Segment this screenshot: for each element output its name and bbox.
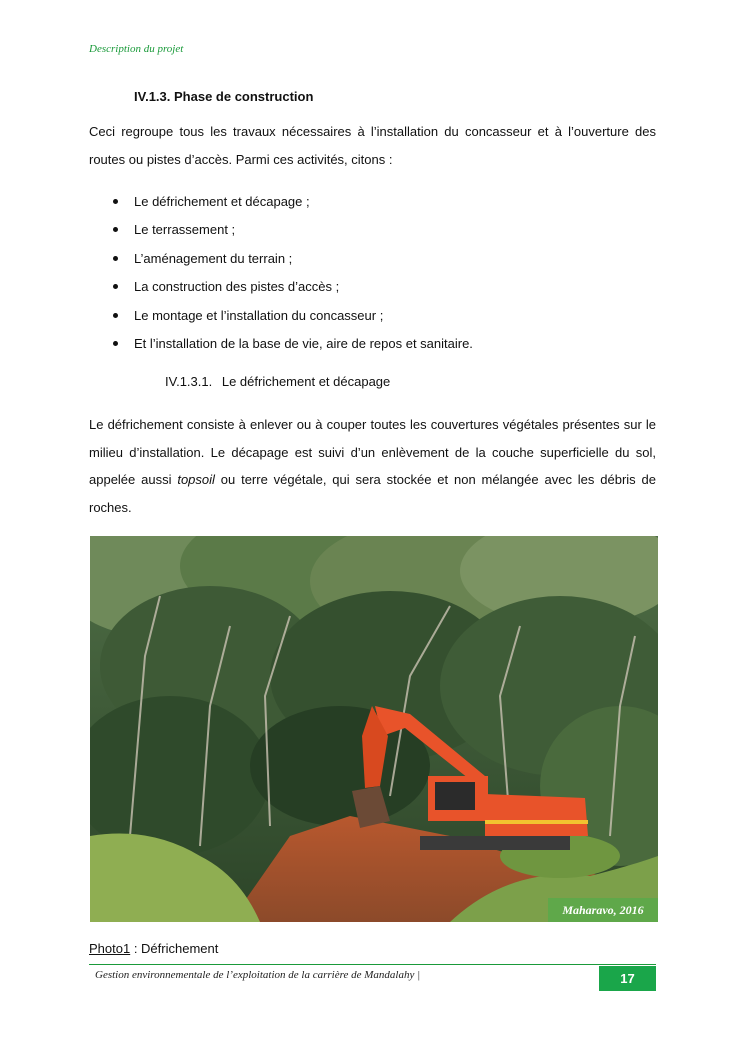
excavator-forest-image (90, 536, 658, 922)
topsoil-term: topsoil (177, 472, 215, 487)
list-item: La construction des pistes d’accès ; (89, 273, 656, 301)
list-item: Et l’installation de la base de vie, aire de repos et sanitaire. (89, 330, 656, 358)
caption-label: Photo1 (89, 941, 131, 956)
activities-list (89, 188, 656, 358)
page-number: 17 (599, 966, 656, 991)
subsection-heading (165, 374, 390, 389)
photo-caption: Photo1 : Défrichement (89, 941, 219, 956)
clearing-photo (90, 536, 658, 922)
bullet-icon (113, 227, 118, 232)
bullet-icon (113, 313, 118, 318)
bullet-icon (113, 341, 118, 346)
photo-credit: Maharavo, 2016 (548, 898, 658, 922)
footer-divider (89, 964, 656, 965)
list-item: L’aménagement du terrain ; (89, 245, 656, 273)
subsection-title: Le défrichement et décapage (221, 374, 391, 389)
footer-text: Gestion environnementale de l’exploitation de la carrière de Mandalahy | (95, 969, 421, 981)
intro-paragraph: Ceci regroupe tous les travaux nécessaires à l’installation du concasseur et à l’ouverture des routes ou pistes d’accès. Parmi ces activités, citons : (89, 124, 656, 167)
subsection-number: IV.1.3.1. (165, 374, 213, 389)
bullet-icon (113, 199, 118, 204)
bullet-icon (113, 256, 118, 261)
list-item: Le défrichement et décapage ; (89, 188, 656, 216)
list-item: Le terrassement ; (89, 216, 656, 244)
running-header: Description du projet (89, 43, 184, 55)
bullet-icon (113, 284, 118, 289)
clearing-paragraph: Le défrichement consiste à enlever ou à couper toutes les couvertures végétales présentes sur le milieu d’installation. Le décapage est suivi d’un enlèvement de la couche superficielle du sol, appelée aussi topsoil ou terre végétale, qui sera stockée et non mélangée avec les débris de roches. (89, 417, 656, 515)
list-item: Le montage et l’installation du concasseur ; (89, 302, 656, 330)
section-heading: IV.1.3. Phase de construction (134, 89, 314, 104)
